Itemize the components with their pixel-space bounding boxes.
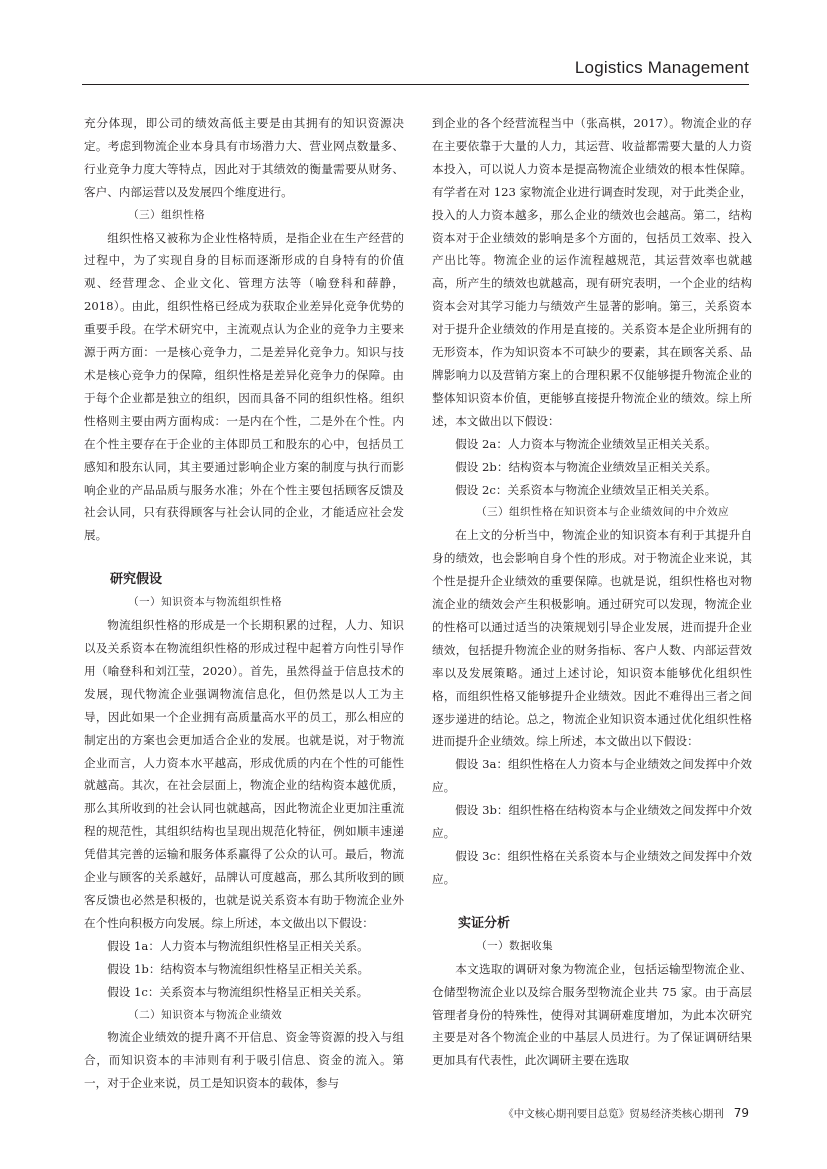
paragraph: 充分体现，即公司的绩效高低主要是由其拥有的知识资源决定。考虑到物流企业本身具有市场潜力大、营业网点数量多、行业竞争力度大等特点，因此对于其绩效的衡量需要从财务、客户、内部运营以及发展四个维度进行。	[84, 116, 404, 199]
subsection-heading: （一）知识资本与物流组织性格	[128, 596, 283, 609]
page-footer	[503, 1106, 749, 1121]
paragraph: 到企业的各个经营流程当中（张高棋，2017）。物流企业的存在主要依靠于大量的人力，其运营、收益都需要大量的人力资本投入，可以说人力资本是提高物流企业绩效的根本性保障。有学者在对 123 家物流企业进行调查时发现，对于此类企业，投入的人力资本越多，那么企业的绩效也会越高。第二，结构资本对于企业绩效的影响是多个方面的，包括员工效率、投入产出比等。物流企业的运作流程越规范，其运营效率也就越高，所产生的绩效也就越高，现有研究表明，一个企业的结构资本会对其学习能力与绩效产生显著的影响。第三，关系资本对于提升企业绩效的作用是直接的。关系资本是企业所拥有的无形资本，作为知识资本不可缺少的要素，其在顾客关系、品牌影响力以及营销方案上的合理积累不仅能够提升物流企业的整体知识资本价值，更能够直接提升物流企业的绩效。综上所述，本文做出以下假设：	[432, 116, 752, 428]
subsection-heading: （三）组织性格在知识资本与企业绩效间的中介效应	[476, 506, 730, 519]
subsection-heading: （二）知识资本与物流企业绩效	[128, 1008, 283, 1021]
hypothesis: 假设 1b：结构资本与物流组织性格呈正相关关系。	[107, 961, 370, 976]
hypothesis: 假设 2a：人力资本与物流企业绩效呈正相关关系。	[455, 436, 717, 451]
hypothesis: 假设 3c：组织性格在关系资本与企业绩效之间发挥中介效应。	[432, 849, 752, 886]
hypothesis: 假设 2c：关系资本与物流企业绩效呈正相关关系。	[455, 482, 717, 497]
subsection-heading: （三）组织性格	[128, 208, 206, 221]
journal-title: Logistics Management	[574, 58, 749, 77]
paragraph: 本文选取的调研对象为物流企业，包括运输型物流企业、仓储型物流企业以及综合服务型物流企业共 75 家。由于高层管理者身份的特殊性，使得对其调研难度增加，为此本次研究主要是对各个物流企业的中基层人员进行。为了保证调研结果更加具有代表性，此次调研主要在选取	[432, 961, 752, 1068]
running-header	[82, 58, 749, 82]
paragraph: 在上文的分析当中，物流企业的知识资本有利于其提升自身的绩效，也会影响自身个性的形成。对于物流企业来说，其个性是提升企业绩效的重要保障。也就是说，组织性格也对物流企业的绩效会产生积极影响。通过研究可以发现，物流企业的性格可以通过适当的决策规划引导企业发展，进而提升企业绩效，包括提升物流企业的财务指标、客户人数、内部运营效率以及发展策略。通过上述讨论，知识资本能够优化组织性格，而组织性格又能够提升企业绩效。因此不难得出三者之间逐步递进的结论。总之，物流企业知识资本通过优化组织性格进而提升企业绩效。综上所述，本文做出以下假设：	[432, 528, 752, 749]
hypothesis: 假设 3a：组织性格在人力资本与企业绩效之间发挥中介效应。	[432, 757, 752, 795]
hypothesis: 假设 2b：结构资本与物流企业绩效呈正相关关系。	[455, 459, 718, 474]
hypothesis: 假设 1c：关系资本与物流组织性格呈正相关关系。	[107, 984, 369, 999]
left-column	[84, 112, 404, 1095]
footer-journal-note: 《中文核心期刊要目总览》贸易经济类核心期刊	[503, 1108, 724, 1120]
section-heading: 实证分析	[458, 915, 511, 931]
paragraph: 物流企业绩效的提升离不开信息、资金等资源的投入与组合，而知识资本的丰沛则有利于吸引信息、资金的流入。第一，对于企业来说，员工是知识资本的载体，参与	[84, 1030, 404, 1091]
paragraph: 组织性格又被称为企业性格特质，是指企业在生产经营的过程中，为了实现自身的目标而逐渐形成的自身特有的价值观、经营理念、企业文化、管理方法等（喻登科和薛静，2018）。由此，组织性格已经成为获取企业差异化竞争优势的重要手段。在学术研究中，主流观点认为企业的竞争力主要来源于两方面：一是核心竞争力，二是差异化竞争力。知识与技术是核心竞争力的保障，组织性格是差异化竞争力的保障。由于每个企业都是独立的组织，因而具备不同的组织性格。组织性格则主要由两方面构成：一是内在个性，二是外在个性。内在个性主要存在于企业的主体即员工和股东的心中，包括员工感知和股东认同，其主要通过影响企业方案的制度与执行而影响企业的产品品质与服务水准；外在个性主要包括顾客反馈及社会认同，只有获得顾客与社会认同的企业，才能适应社会发展。	[84, 230, 404, 543]
page-number: 79	[733, 1106, 749, 1120]
hypothesis: 假设 1a：人力资本与物流组织性格呈正相关关系。	[107, 938, 369, 953]
hypothesis: 假设 3b：组织性格在结构资本与企业绩效之间发挥中介效应。	[432, 803, 752, 841]
right-column	[432, 112, 752, 1072]
header-rule	[82, 84, 749, 85]
subsection-heading: （一）数据收集	[476, 939, 554, 952]
section-heading: 研究假设	[110, 572, 163, 588]
paragraph: 物流组织性格的形成是一个长期积累的过程，人力、知识以及关系资本在物流组织性格的形成过程中起着方向性引导作用（喻登科和刘江莹，2020）。首先，虽然得益于信息技术的发展，现代物流企业强调物流信息化，但仍然是以人工为主导，因此如果一个企业拥有高质量高水平的员工，那么相应的制定出的方案也会更加适合企业的发展。也就是说，对于物流企业而言，人力资本水平越高，形成优质的内在个性的可能性就越高。其次，在社会层面上，物流企业的结构资本越优质，那么其所收到的社会认同也就越高，因此物流企业更加注重流程的规范性，其组织结构也呈现出规范化特征，例如顺丰速递凭借其完善的运输和服务体系赢得了公众的认可。最后，物流企业与顾客的关系越好，品牌认可度越高，那么其所收到的顾客反馈也必然是积极的，也就是说关系资本有助于物流企业外在个性向积极方向发展。综上所述，本文做出以下假设：	[84, 618, 404, 930]
